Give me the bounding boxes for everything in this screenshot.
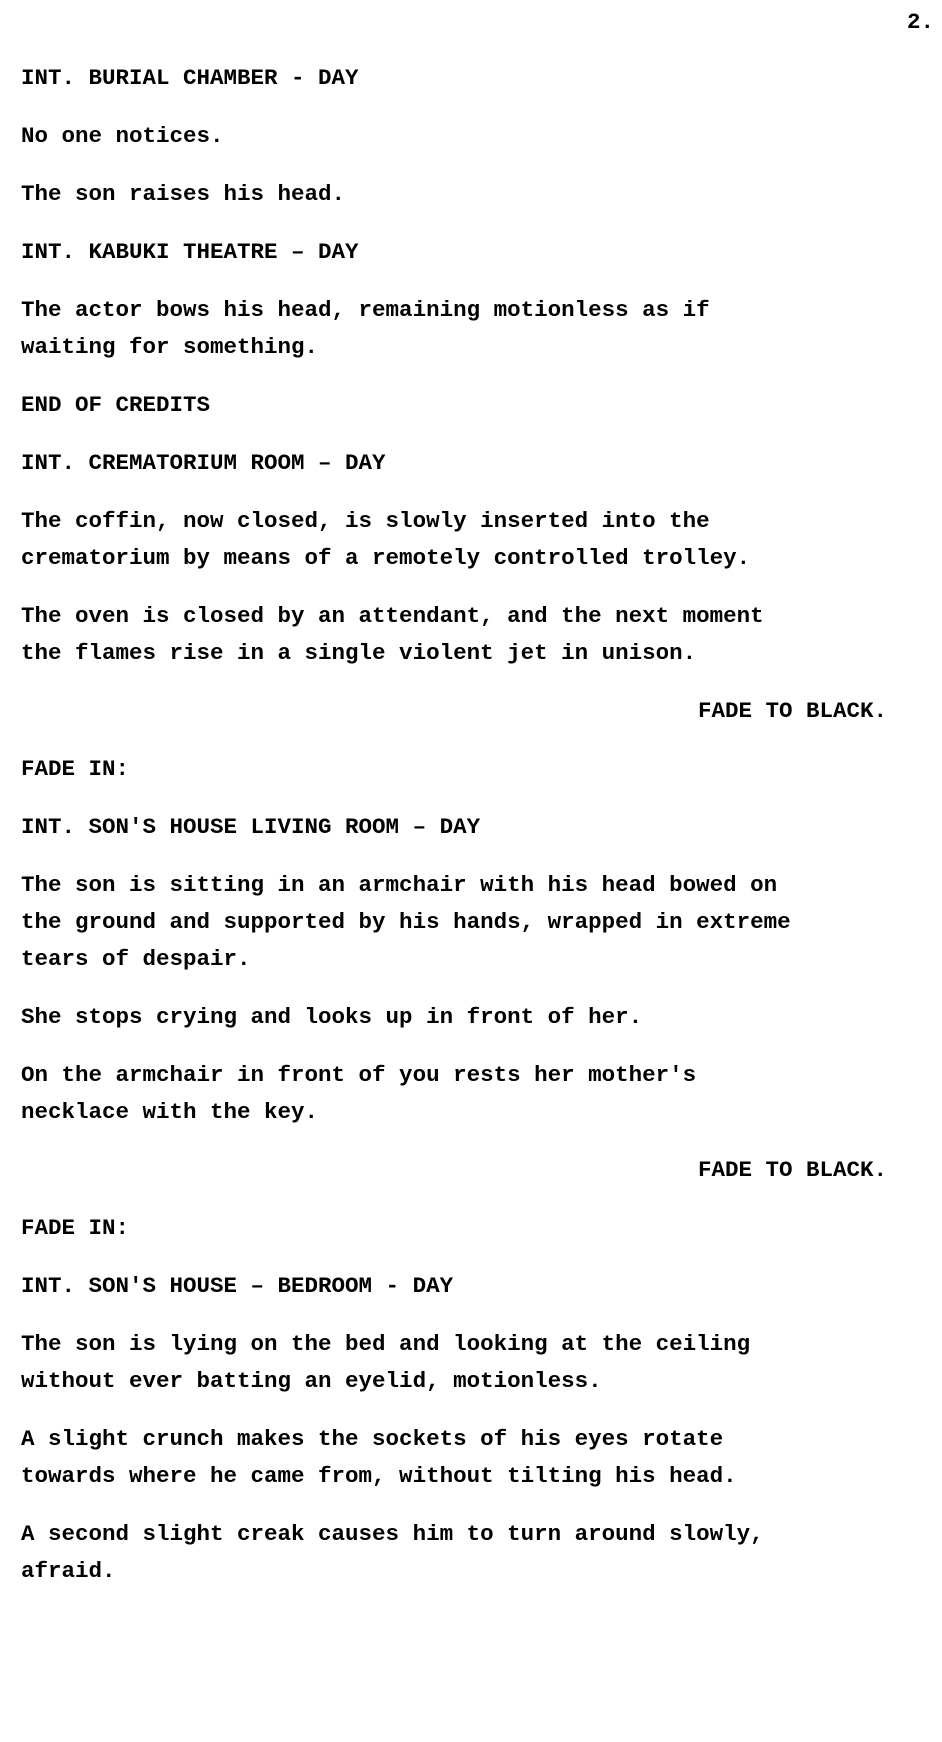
- page-number: 2.: [906, 9, 934, 35]
- action-paragraph: The coffin, now closed, is slowly inserted into the crematorium by means of a remotely controlled trolley.: [21, 508, 751, 571]
- action-line: She stops crying and looks up in front of her.: [21, 1004, 643, 1030]
- action-paragraph: A slight crunch makes the sockets of his eyes rotate towards where he came from, without tilting his head.: [21, 1426, 737, 1489]
- transition-fade-in: FADE IN:: [21, 756, 130, 782]
- transition-fade-to-black: FADE TO BLACK.: [697, 1157, 887, 1183]
- action-paragraph: The son is sitting in an armchair with his head bowed on the ground and supported by his hands, wrapped in extreme tears of despair.: [21, 872, 791, 972]
- action-line: No one notices.: [21, 123, 224, 149]
- action-paragraph: On the armchair in front of you rests her mother's necklace with the key.: [21, 1062, 697, 1125]
- action-paragraph: The son is lying on the bed and looking at the ceiling without ever batting an eyelid, motionless.: [21, 1331, 751, 1394]
- action-line: The son raises his head.: [21, 181, 346, 207]
- transition-fade-to-black: FADE TO BLACK.: [697, 698, 887, 724]
- action-paragraph: The oven is closed by an attendant, and the next moment the flames rise in a single violent jet in unison.: [21, 603, 764, 666]
- scene-heading-kabuki-theatre: INT. KABUKI THEATRE – DAY: [21, 239, 359, 265]
- action-paragraph: The actor bows his head, remaining motionless as if waiting for something.: [21, 297, 710, 360]
- end-of-credits-note: END OF CREDITS: [21, 392, 211, 418]
- transition-fade-in: FADE IN:: [21, 1215, 130, 1241]
- action-paragraph: A second slight creak causes him to turn around slowly, afraid.: [21, 1521, 764, 1584]
- scene-heading-crematorium-room: INT. CREMATORIUM ROOM – DAY: [21, 450, 386, 476]
- screenplay-content: [21, 60, 901, 1611]
- scene-heading-living-room: INT. SON'S HOUSE LIVING ROOM – DAY: [21, 814, 481, 840]
- scene-heading-burial-chamber: INT. BURIAL CHAMBER - DAY: [21, 65, 359, 91]
- scene-heading-bedroom: INT. SON'S HOUSE – BEDROOM - DAY: [21, 1273, 454, 1299]
